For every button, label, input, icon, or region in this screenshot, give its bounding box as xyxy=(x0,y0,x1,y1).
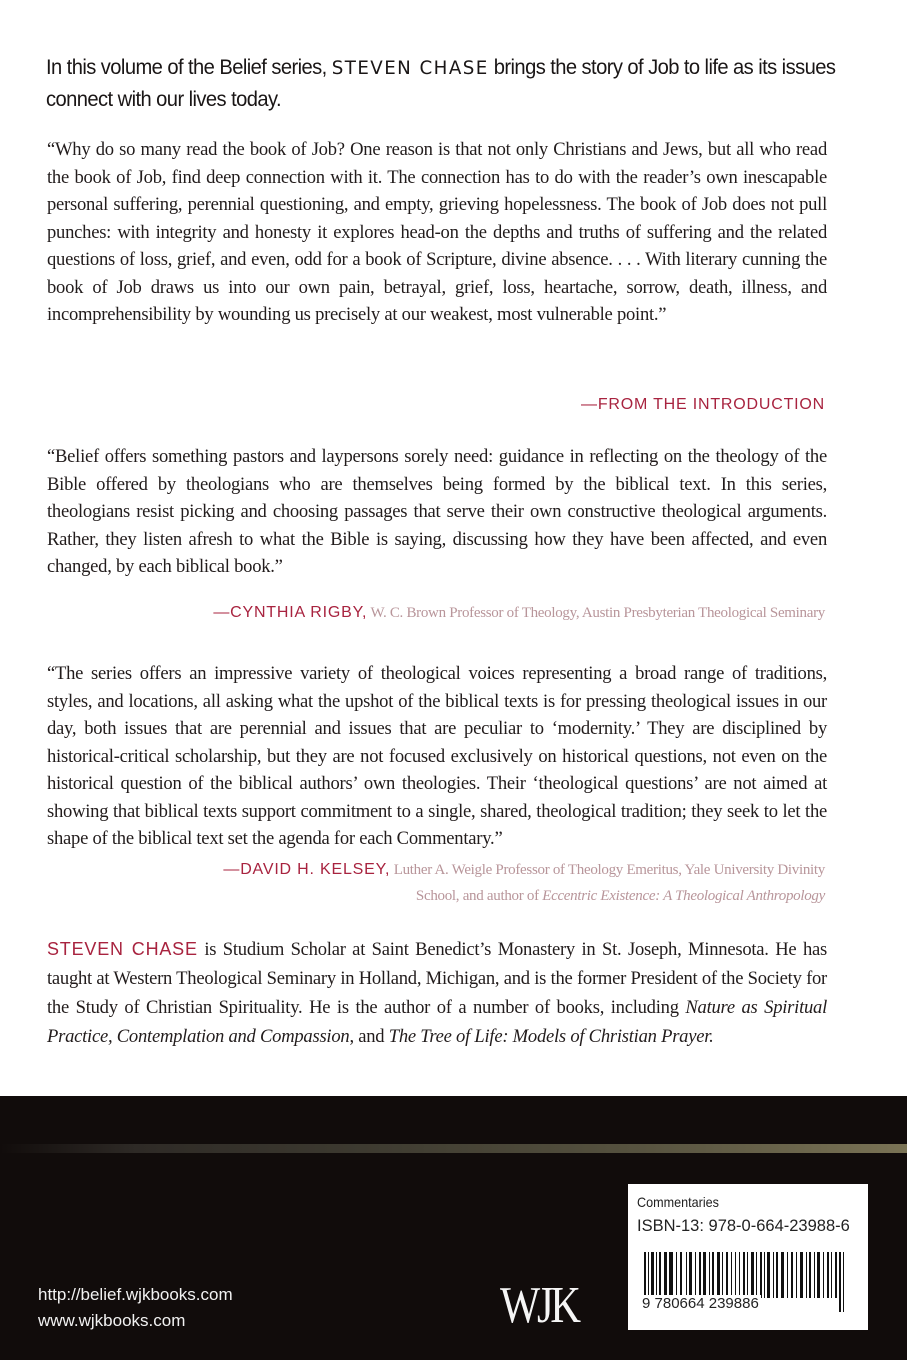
attribution-detail: Luther A. Weigle Professor of Theology Emeritus, Yale University Divinity School, and author of xyxy=(390,862,825,904)
attribution-name: —DAVID H. KELSEY, xyxy=(223,861,391,878)
intro-text-before: In this volume of the Belief series, xyxy=(46,56,332,79)
category-label: Commentaries xyxy=(637,1194,719,1210)
intro-author-name: STEVEN CHASE xyxy=(331,57,489,79)
bio-book-title: Nature as Spiritual Practice, Contemplation and Compassion xyxy=(47,997,828,1047)
isbn-barcode-box xyxy=(628,1184,868,1330)
quote-rigby: “Belief offers something pastors and laypersons sorely need: guidance in reflecting on the theology of the Bible offered by theologians who are themselves being formed by the biblical text. In this series, theologians resist picking and choosing passages that serve their own constructive theological arguments. Rather, they listen afresh to what the Bible is saying, discussing how they have been affected, and even changed, by each biblical book.” xyxy=(47,446,827,577)
attribution-detail: W. C. Brown Professor of Theology, Austin Presbyterian Theological Seminary xyxy=(367,605,825,621)
quote-kelsey: “The series offers an impressive variety of theological voices representing a broad range of traditions, styles, and locations, all asking what the upshot of the biblical texts is for pressing theological issues in our day, both issues that are perennial and issues that are peculiar to ‘modernity.’ They are disciplined by historical-critical scholarship, but they are not focused exclusively on historical questions, not even on the historical question of the biblical authors’ own theologies. Their ‘theological questions’ are not aimed at showing that biblical texts support commitment to a single, shared, theological tradition; they seek to let the shape of the biblical text set the agenda for each Commentary.” xyxy=(47,663,827,849)
isbn-number: ISBN-13: 978-0-664-23988-6 xyxy=(637,1217,850,1235)
footer-band xyxy=(0,1096,907,1360)
intro-text-after: brings the story of Job to life as its issues connect with our lives today. xyxy=(46,56,836,111)
attribution-name: —FROM THE INTRODUCTION xyxy=(581,396,825,413)
url-wjk-link[interactable]: www.wjkbooks.com xyxy=(38,1311,186,1330)
wjk-logo: WJK xyxy=(500,1277,578,1334)
author-bio xyxy=(47,935,827,1051)
attribution-rigby xyxy=(213,600,825,626)
attribution-introduction xyxy=(581,392,825,418)
intro-blurb xyxy=(46,52,843,116)
attribution-book-title: Eccentric Existence: A Theological Anthropology xyxy=(542,888,825,904)
attribution-name: —CYNTHIA RIGBY, xyxy=(213,604,368,621)
bio-text: , and xyxy=(349,1026,389,1047)
barcode-digits: 9 780664 239886 xyxy=(642,1295,759,1312)
bio-text: is Studium Scholar at Saint Benedict’s Monastery in St. Joseph, Minnesota. He has taught at Western Theological Seminary in Holland, Michigan, and is the former President of the Society for the Study of Christian Spirituality. He is the author of a number of books, including xyxy=(47,939,827,1018)
bio-book-title: The Tree of Life: Models of Christian Prayer. xyxy=(388,1026,714,1047)
bio-author-name: STEVEN CHASE xyxy=(47,939,198,959)
quote-introduction: “Why do so many read the book of Job? One reason is that not only Christians and Jews, but all who read the book of Job, find deep connection with it. The connection has to do with the reader’s own inescapable personal suffering, perennial questioning, and empty, grieving hopelessness. The book of Job does not pull punches: with integrity and honesty it explores head-on the depths and truths of suffering and the related questions of loss, grief, and even, odd for a book of Scripture, divine absence. . . . With literary cunning the book of Job draws us into our own pain, betrayal, grief, loss, heartache, sorrow, death, illness, and incomprehensibility by wounding us precisely at our weakest, most vulnerable point.” xyxy=(47,139,827,325)
gradient-stripe xyxy=(0,1144,907,1153)
attribution-kelsey xyxy=(205,857,825,909)
publisher-urls xyxy=(38,1282,233,1334)
barcode-icon xyxy=(642,1252,857,1312)
url-belief-link[interactable]: http://belief.wjkbooks.com xyxy=(38,1285,233,1304)
